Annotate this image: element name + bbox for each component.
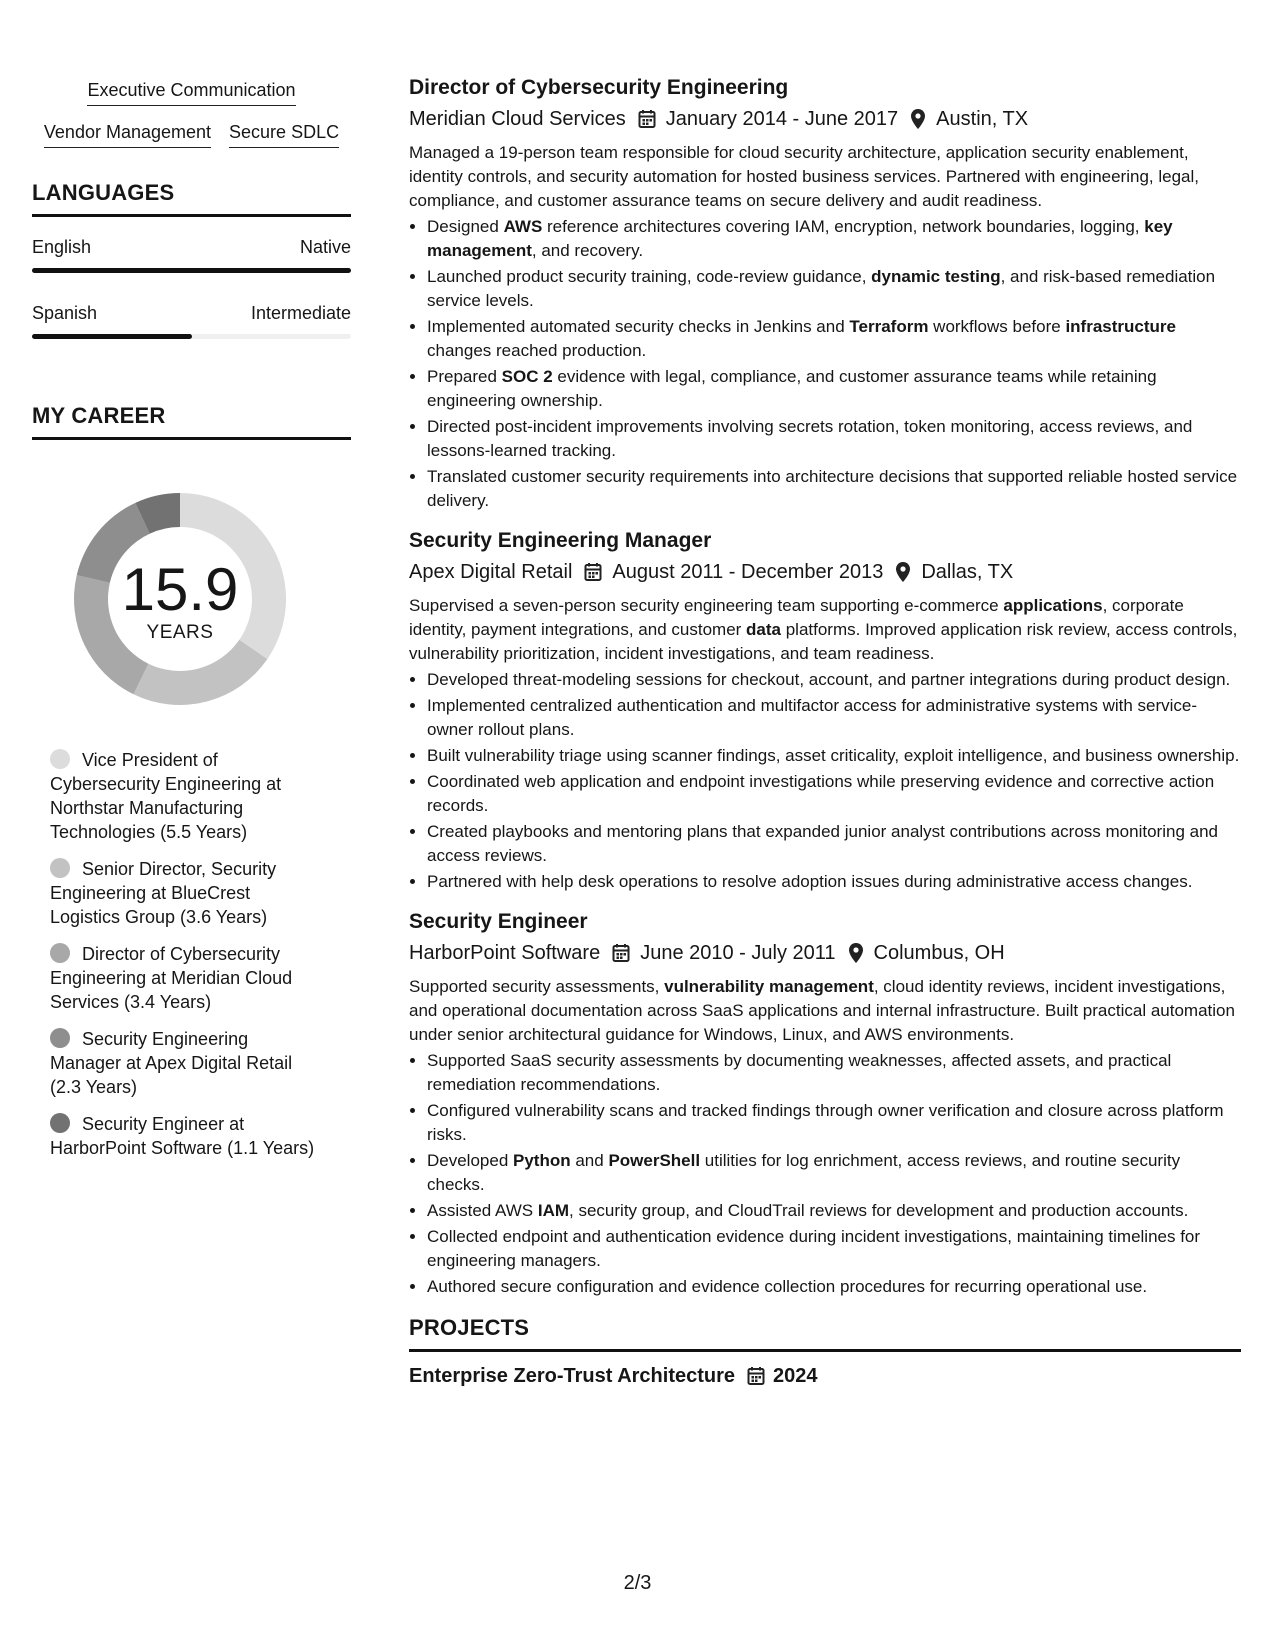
career-legend bbox=[50, 748, 320, 1160]
projects-heading: PROJECTS bbox=[409, 1313, 1241, 1352]
bullet-item: • Implemented automated security checks in Jenkins and Terraform workflows before infrastructure changes reached production. bbox=[427, 315, 1241, 363]
legend-dot bbox=[50, 749, 70, 769]
location-pin-icon bbox=[848, 942, 864, 964]
job-meta bbox=[409, 558, 1241, 586]
legend-dot bbox=[50, 1028, 70, 1048]
bullet-item: • Directed post-incident improvements involving secrets rotation, token monitoring, access reviews, and lessons-learned tracking. bbox=[427, 415, 1241, 463]
project-item bbox=[409, 1362, 1241, 1390]
job-title: Security Engineering Manager bbox=[409, 529, 712, 552]
skills-section bbox=[32, 78, 351, 148]
job-entry bbox=[409, 74, 1241, 513]
language-name: English bbox=[32, 237, 92, 257]
sidebar bbox=[32, 78, 351, 1173]
company-name: Apex Digital Retail bbox=[409, 561, 573, 583]
bullet-item: • Collected endpoint and authentication evidence during incident investigations, maintaining timelines for engineering managers. bbox=[427, 1225, 1241, 1273]
job-dates: August 2011 - December 2013 bbox=[612, 561, 884, 583]
bullet-item: • Implemented centralized authentication and multifactor access for administrative systems with service-owner rollout plans. bbox=[427, 694, 1241, 742]
bullet-item: • Coordinated web application and endpoint investigations while preserving evidence and corrective action records. bbox=[427, 770, 1241, 818]
legend-dot bbox=[50, 943, 70, 963]
legend-label: Vice President of Cybersecurity Engineering at Northstar Manufacturing Technologies (5.5 Years) bbox=[50, 750, 282, 842]
job-dates: June 2010 - July 2011 bbox=[640, 942, 836, 964]
bullet-item: • Translated customer security requirements into architecture decisions that supported reliable hosted service delivery. bbox=[427, 465, 1241, 513]
skill-tag: Secure SDLC bbox=[229, 120, 339, 148]
location-pin-icon bbox=[895, 561, 911, 583]
job-meta bbox=[409, 939, 1241, 967]
job-summary: Managed a 19-person team responsible for cloud security architecture, application security enablement, identity controls, and security automation for hosted business services. Partnered with engineering, legal, compliance, and customer assurance teams on secure delivery and audit readiness. bbox=[409, 143, 1199, 210]
language-bar-fill bbox=[32, 334, 192, 339]
calendar-icon bbox=[584, 562, 602, 582]
company-name: HarborPoint Software bbox=[409, 942, 601, 964]
project-year: 2024 bbox=[773, 1365, 818, 1387]
career-heading: MY CAREER bbox=[32, 401, 351, 440]
bullet-item: • Designed AWS reference architectures covering IAM, encryption, network boundaries, logging, key management, and recovery. bbox=[427, 215, 1241, 263]
projects-section bbox=[409, 1313, 1241, 1390]
skill-tag: Vendor Management bbox=[44, 120, 211, 148]
language-item bbox=[32, 301, 351, 339]
languages-section bbox=[32, 178, 351, 339]
job-title: Director of Cybersecurity Engineering bbox=[409, 76, 789, 99]
legend-label: Director of Cybersecurity Engineering at Meridian Cloud Services (3.4 Years) bbox=[50, 944, 293, 1012]
job-bullets bbox=[409, 668, 1241, 894]
bullet-item: • Authored secure configuration and evidence collection procedures for recurring operational use. bbox=[427, 1275, 1241, 1299]
bullet-item: • Configured vulnerability scans and tracked findings through owner verification and closure across platform risks. bbox=[427, 1099, 1241, 1147]
legend-dot bbox=[50, 858, 70, 878]
bullet-item: • Prepared SOC 2 evidence with legal, compliance, and customer assurance teams while retaining engineering ownership. bbox=[427, 365, 1241, 413]
job-entry bbox=[409, 527, 1241, 894]
language-level: Intermediate bbox=[250, 303, 351, 323]
job-location: Dallas, TX bbox=[921, 561, 1014, 583]
language-bar bbox=[32, 268, 351, 273]
bullet-item: • Launched product security training, code-review guidance, dynamic testing, and risk-based remediation service levels. bbox=[427, 265, 1241, 313]
page-number: 2/3 bbox=[623, 1572, 652, 1594]
legend-item bbox=[50, 748, 320, 844]
company-name: Meridian Cloud Services bbox=[409, 108, 626, 130]
legend-dot bbox=[50, 1113, 70, 1133]
location-pin-icon bbox=[910, 108, 926, 130]
job-summary: Supervised a seven-person security engineering team supporting e-commerce applications, corporate identity, payment integrations, and customer data platforms. Improved application risk review, access controls, vulnerability prioritization, incident investigations, and team readiness. bbox=[409, 596, 1238, 663]
legend-item bbox=[50, 857, 320, 929]
job-dates: January 2014 - June 2017 bbox=[665, 108, 899, 130]
legend-label: Security Engineering Manager at Apex Digital Retail (2.3 Years) bbox=[50, 1029, 293, 1097]
bullet-item: • Created playbooks and mentoring plans that expanded junior analyst contributions across monitoring and access reviews. bbox=[427, 820, 1241, 868]
bullet-item: • Developed threat-modeling sessions for checkout, account, and partner integrations during product design. bbox=[427, 668, 1241, 692]
legend-label: Senior Director, Security Engineering at BlueCrest Logistics Group (3.6 Years) bbox=[50, 859, 277, 927]
bullet-item: • Built vulnerability triage using scanner findings, asset criticality, exploit intelligence, and business ownership. bbox=[427, 744, 1241, 768]
legend-item bbox=[50, 1027, 320, 1099]
job-title: Security Engineer bbox=[409, 910, 588, 933]
career-unit: YEARS bbox=[146, 622, 214, 643]
bullet-item: • Assisted AWS IAM, security group, and CloudTrail reviews for development and production accounts. bbox=[427, 1199, 1241, 1223]
project-name: Enterprise Zero-Trust Architecture bbox=[409, 1365, 736, 1387]
job-location: Columbus, OH bbox=[873, 942, 1005, 964]
skill-tag: Executive Communication bbox=[87, 78, 295, 106]
job-bullets bbox=[409, 215, 1241, 513]
language-level: Native bbox=[299, 237, 351, 257]
main-content bbox=[409, 74, 1241, 1390]
calendar-icon bbox=[747, 1366, 765, 1386]
language-bar-fill bbox=[32, 268, 351, 273]
job-bullets bbox=[409, 1049, 1241, 1299]
bullet-item: • Supported SaaS security assessments by documenting weaknesses, affected assets, and practical remediation recommendations. bbox=[427, 1049, 1241, 1097]
bullet-item: • Developed Python and PowerShell utilities for log enrichment, access reviews, and routine security checks. bbox=[427, 1149, 1241, 1197]
job-location: Austin, TX bbox=[936, 108, 1029, 130]
legend-item bbox=[50, 942, 320, 1014]
languages-heading: LANGUAGES bbox=[32, 178, 351, 217]
language-name: Spanish bbox=[32, 303, 98, 323]
job-meta bbox=[409, 105, 1241, 133]
language-bar bbox=[32, 334, 351, 339]
legend-item bbox=[50, 1112, 320, 1160]
calendar-icon bbox=[612, 943, 630, 963]
bullet-item: • Partnered with help desk operations to resolve adoption issues during administrative access changes. bbox=[427, 870, 1241, 894]
language-item bbox=[32, 235, 351, 273]
career-section bbox=[32, 401, 351, 1160]
career-total: 15.9 bbox=[121, 556, 239, 623]
job-summary: Supported security assessments, vulnerability management, cloud identity reviews, incident investigations, and operational documentation across SaaS applications and internal infrastructure. Built practical automation under senior architectural guidance for Windows, Linux, and AWS environments. bbox=[409, 977, 1235, 1044]
career-donut-chart bbox=[65, 484, 295, 714]
calendar-icon bbox=[638, 109, 656, 129]
experience-list bbox=[409, 74, 1241, 1299]
legend-label: Security Engineer at HarborPoint Software (1.1 Years) bbox=[50, 1114, 315, 1158]
job-entry bbox=[409, 908, 1241, 1299]
